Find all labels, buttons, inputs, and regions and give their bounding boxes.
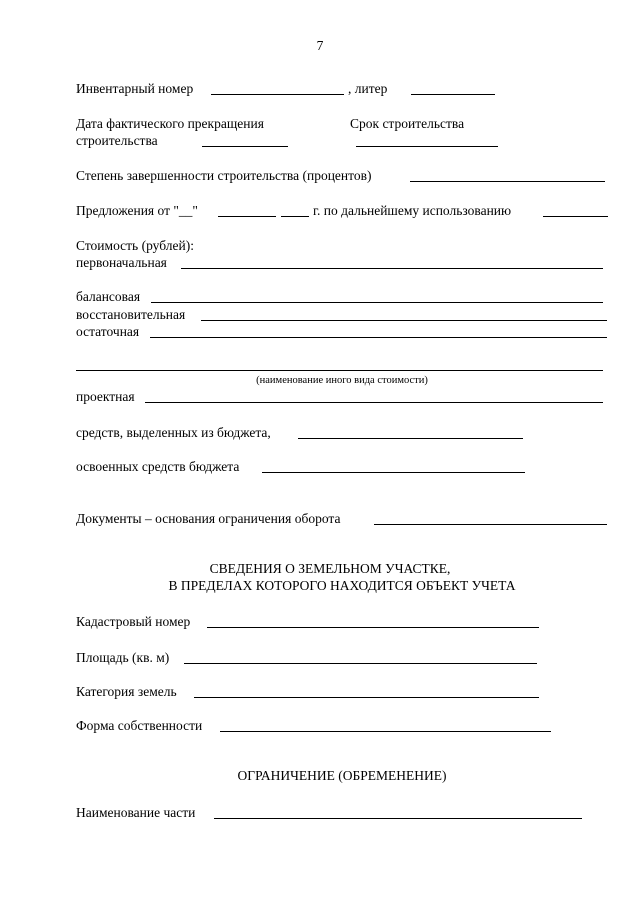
ownership-form-label: Форма собственности bbox=[76, 718, 203, 733]
budget-spent-label: освоенных средств бюджета bbox=[76, 459, 240, 474]
budget-spent-field[interactable] bbox=[262, 472, 525, 473]
completion-degree-label: Степень завершенности строительства (процентов) bbox=[76, 168, 372, 183]
restoration-cost-label: восстановительная bbox=[76, 307, 186, 322]
proposals-suffix-label: г. по дальнейшему использованию bbox=[313, 203, 512, 218]
cadastral-number-label: Кадастровый номер bbox=[76, 614, 191, 629]
budget-allocated-label: средств, выделенных из бюджета, bbox=[76, 425, 271, 440]
inventory-number-field[interactable] bbox=[211, 94, 344, 95]
initial-cost-label: первоначальная bbox=[76, 255, 167, 270]
construction-term-label: Срок строительства bbox=[350, 116, 465, 131]
page-number: 7 bbox=[316, 38, 324, 53]
inventory-number-label: Инвентарный номер bbox=[76, 81, 194, 96]
restoration-cost-field[interactable] bbox=[201, 320, 607, 321]
budget-allocated-field[interactable] bbox=[298, 438, 523, 439]
other-cost-caption: (наименование иного вида стоимости) bbox=[256, 375, 428, 386]
cost-heading: Стоимость (рублей): bbox=[76, 238, 194, 253]
cadastral-number-field[interactable] bbox=[207, 627, 539, 628]
restriction-section-title: ОГРАНИЧЕНИЕ (ОБРЕМЕНЕНИЕ) bbox=[237, 768, 447, 783]
documents-label: Документы – основания ограничения оборота bbox=[76, 511, 341, 526]
initial-cost-field[interactable] bbox=[181, 268, 603, 269]
liter-field[interactable] bbox=[411, 94, 495, 95]
land-category-label: Категория земель bbox=[76, 684, 177, 699]
area-label: Площадь (кв. м) bbox=[76, 650, 170, 665]
part-name-label: Наименование части bbox=[76, 805, 196, 820]
land-category-field[interactable] bbox=[194, 697, 539, 698]
design-cost-field[interactable] bbox=[145, 402, 603, 403]
liter-label: , литер bbox=[348, 81, 388, 96]
completion-degree-field[interactable] bbox=[410, 181, 605, 182]
balance-cost-label: балансовая bbox=[76, 289, 141, 304]
proposals-year-field[interactable] bbox=[281, 216, 309, 217]
balance-cost-field[interactable] bbox=[151, 302, 603, 303]
ownership-form-field[interactable] bbox=[220, 731, 551, 732]
other-cost-field[interactable] bbox=[76, 370, 603, 371]
residual-cost-label: остаточная bbox=[76, 324, 140, 339]
land-section-title-line1: СВЕДЕНИЯ О ЗЕМЕЛЬНОМ УЧАСТКЕ, bbox=[209, 561, 451, 576]
land-section-title-line2: В ПРЕДЕЛАХ КОТОРОГО НАХОДИТСЯ ОБЪЕКТ УЧЕТА bbox=[168, 578, 516, 593]
documents-field[interactable] bbox=[374, 524, 607, 525]
proposals-prefix-label: Предложения от "__" bbox=[76, 203, 198, 218]
area-field[interactable] bbox=[184, 663, 537, 664]
termination-date-field[interactable] bbox=[202, 146, 288, 147]
construction-term-field[interactable] bbox=[356, 146, 498, 147]
design-cost-label: проектная bbox=[76, 389, 135, 404]
proposals-date-field[interactable] bbox=[218, 216, 276, 217]
termination-date-label-line2: строительства bbox=[76, 133, 158, 148]
proposals-usage-field[interactable] bbox=[543, 216, 608, 217]
part-name-field[interactable] bbox=[214, 818, 582, 819]
residual-cost-field[interactable] bbox=[150, 337, 607, 338]
termination-date-label-line1: Дата фактического прекращения bbox=[76, 116, 264, 131]
